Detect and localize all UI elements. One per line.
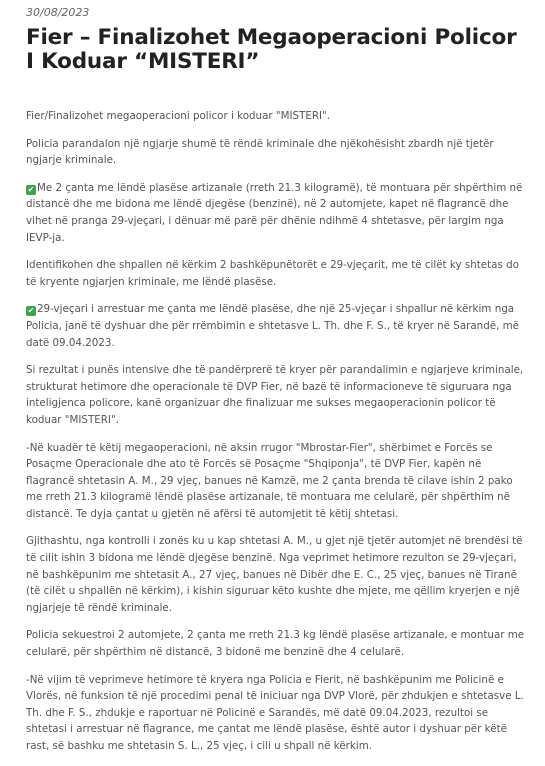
article-body [26, 108, 529, 766]
check-mark-icon: ✔ [27, 306, 35, 316]
publish-date: 30/08/2023 [26, 6, 90, 19]
paragraph-search: Gjithashtu, nga kontrolli i zonës ku u kap shtetasi A. M., u gjet një tjetër automjet në brendësi të të cilit ishin 3 bidona me lëndë djegëse benzinë. Nga veprimet hetimore rezulton se 29-vjeçari, në bashkëpunim me shtetasit A., 27 vjeç, banues në Dibër dhe E. C., 25 vjeç, banues në Tiranë (të cilët u shpallën në kërkim), i kishin siguruar këto kushte dhe mjete, me qëllim kryerjen e një ngjarjeje të rëndë kriminale. [26, 535, 523, 614]
paragraph-lead: Fier/Finalizohet megaoperacioni policor i koduar "MISTERI". [26, 110, 331, 122]
paragraph-operation: -Në kuadër të këtij megaoperacioni, në aksin rrugor "Mbrostar-Fier", shërbimet e Forcës se Posaçme Operacionale dhe ato të Forcës së Posaçme "Shqiponja", të DVP Fier, kapën në flagrancë shtetasin A. M., 29 vjeç, banues në Kamzë, me 2 çanta brenda të cilave ishin 2 pako me rreth 21.3 kilogramë lëndë plasëse artizanale, të montuara me celularë, për shpërthim në distancë. Te dyja çantat u gjetën në afërsi të automjetit të këtij shtetasi. [26, 441, 513, 520]
paragraph-result: Si rezultat i punës intensive dhe të pandërprerë të kryer për parandalimin e ngjarjeve kriminale, strukturat hetimore dhe operacionale të DVP Fier, në bazë të informacioneve të siguruara nga inteligjenca policore, kanë organizuar dhe finalizuar me sukses megaoperacionin policor të koduar "MISTERI". [26, 364, 524, 426]
check-mark-icon: ✔ [27, 184, 35, 194]
paragraph-seized: Policia sekuestroi 2 automjete, 2 çanta me rreth 21.3 kg lëndë plasëse artizanale, e montuar me celularë, për shpërthim në distancë, 3 bidonë me benzinë dhe 4 celularë. [26, 629, 525, 659]
paragraph-bullet-1-text: Me 2 çanta me lëndë plasëse artizanale (rreth 21.3 kilogramë), të montuara për shpërthim në distancë dhe me bidona me lëndë djegëse (benzinë), në 2 automjete, kapet në flagrancë dhe vihet në pranga 29-vjeçari, i dënuar më parë për dhënie ndihmë 4 shtetasve, për largim nga IEVP-ja. [26, 181, 523, 244]
paragraph-bullet-2-text: 29-vjeçari i arrestuar me çanta me lëndë plasëse, dhe një 25-vjeçar i shpallur në kërkim nga Policia, janë të dyshuar dhe për rrëmbimin e shtetasve L. Th. dhe F. S., të kryer në Sarandë, më datë 09.04.2023. [26, 303, 519, 349]
paragraph-summary: Policia parandalon një ngjarje shumë të rëndë kriminale dhe njëkohësisht zbardh një tjetër ngjarje kriminale. [26, 137, 494, 167]
paragraph-investigation: -Në vijim të veprimeve hetimore të kryera nga Policia e Fierit, në bashkëpunim me Policinë e Vlorës, në funksion të një procedimi penal të iniciuar nga DVP Vlorë, për zhdukjen e shtetasve L. Th. dhe F. S., zhdukje e raportuar në Policinë e Sarandës, më datë 09.04.2023, rezultoi se shtetasi i arrestuar në flagrance, me çantat me lëndë plasëse, është autor i dyshuar për këtë rast, së bashku me shtetasin S. L., 25 vjeç, i cili u shpall në kërkim. [26, 673, 524, 752]
paragraph-identified: Identifikohen dhe shpallen në kërkim 2 bashkëpunëtorët e 29-vjeçarit, me të cilët ky shtetas do të kryente ngjarjen kriminale, me lëndë plasëse. [26, 259, 519, 288]
paragraph-bullet-1 [26, 180, 529, 246]
paragraph-bullet-2 [26, 301, 529, 351]
article-title: Fier – Finalizohet Megaoperacioni Policor I Koduar “MISTERI” [26, 25, 517, 74]
